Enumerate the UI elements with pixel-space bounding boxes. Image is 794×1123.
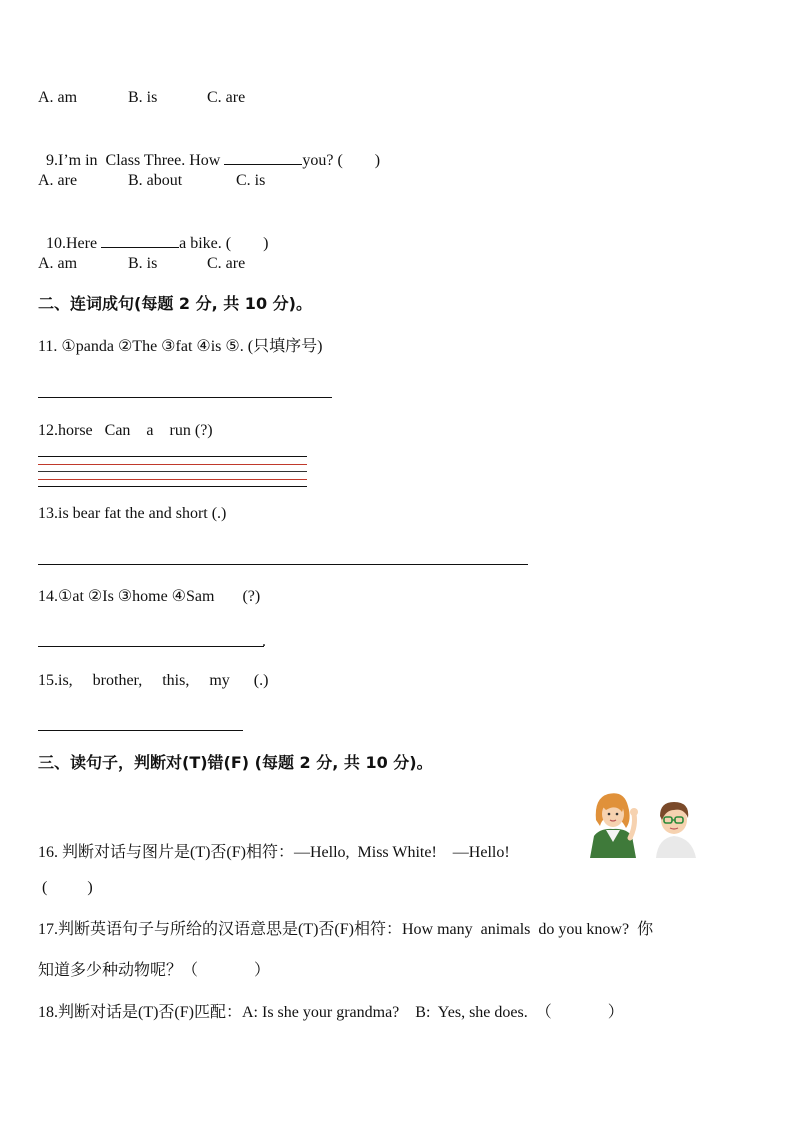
- boy-figure: [656, 802, 696, 858]
- boy-shirt: [656, 836, 696, 858]
- q12-writing-line: [38, 456, 307, 457]
- q10-option-b: B. is: [128, 255, 158, 272]
- q15-answer-line[interactable]: [38, 730, 243, 731]
- question-15: 15.is, brother, this, my (.): [38, 672, 269, 689]
- q8-option-b: B. is: [128, 89, 158, 106]
- q8-option-a: A. am: [38, 89, 78, 106]
- q14-answer-line[interactable]: [38, 646, 264, 647]
- waving-hand: [630, 814, 635, 838]
- q14-period: .: [262, 633, 266, 650]
- question-12: 12.horse Can a run (?): [38, 422, 213, 439]
- q12-writing-line: [38, 471, 307, 472]
- question-18: 18.判断对话是(T)否(F)匹配：A: Is she your grandma? B: Yes, she does. （ ）: [38, 1004, 624, 1021]
- q8-option-c: C. are: [207, 89, 246, 106]
- q9-suffix: you? ( ): [302, 152, 381, 169]
- q16-answer-paren[interactable]: ( ): [42, 879, 93, 896]
- question-17-line-1: 17.判断英语句子与所给的汉语意思是(T)否(F)相符：How many animals do you know? 你: [38, 921, 654, 938]
- q12-writing-line: [38, 486, 307, 487]
- q10-option-a: A. am: [38, 255, 78, 272]
- q13-answer-line[interactable]: [38, 564, 528, 565]
- question-13: 13.is bear fat the and short (.): [38, 505, 227, 522]
- q11-answer-line[interactable]: [38, 397, 332, 398]
- question-10: [38, 213, 268, 254]
- q12-writing-line: [38, 464, 307, 465]
- q9-blank[interactable]: [224, 150, 302, 165]
- q9-option-b: B. about: [128, 172, 183, 189]
- q9-prefix: 9.I’m in Class Three. How: [46, 152, 225, 169]
- question-17-line-2: 知道多少种动物呢？（ ）: [38, 962, 271, 979]
- q10-suffix: a bike. ( ): [179, 235, 269, 252]
- q10-prefix: 10.Here: [46, 235, 102, 252]
- question-9: [38, 130, 380, 171]
- miss-white-figure: [590, 793, 638, 858]
- question-16: 16. 判断对话与图片是(T)否(F)相符：—Hello, Miss White! —Hello!: [38, 844, 510, 861]
- section-3-title: 三、读句子，判断对(T)错(F) (每题 2 分, 共 10 分)。: [38, 753, 433, 772]
- question-14: 14.①at ②Is ③home ④Sam (?): [38, 588, 261, 605]
- q12-writing-line: [38, 479, 307, 480]
- q9-option-c: C. is: [236, 172, 266, 189]
- q10-option-c: C. are: [207, 255, 246, 272]
- section-2-title: 二、连词成句(每题 2 分, 共 10 分)。: [38, 294, 312, 313]
- question-11: 11. ①panda ②The ③fat ④is ⑤. (只填序号): [38, 338, 323, 355]
- teacher-student-illustration: [586, 786, 702, 858]
- q9-option-a: A. are: [38, 172, 78, 189]
- q10-blank[interactable]: [101, 233, 179, 248]
